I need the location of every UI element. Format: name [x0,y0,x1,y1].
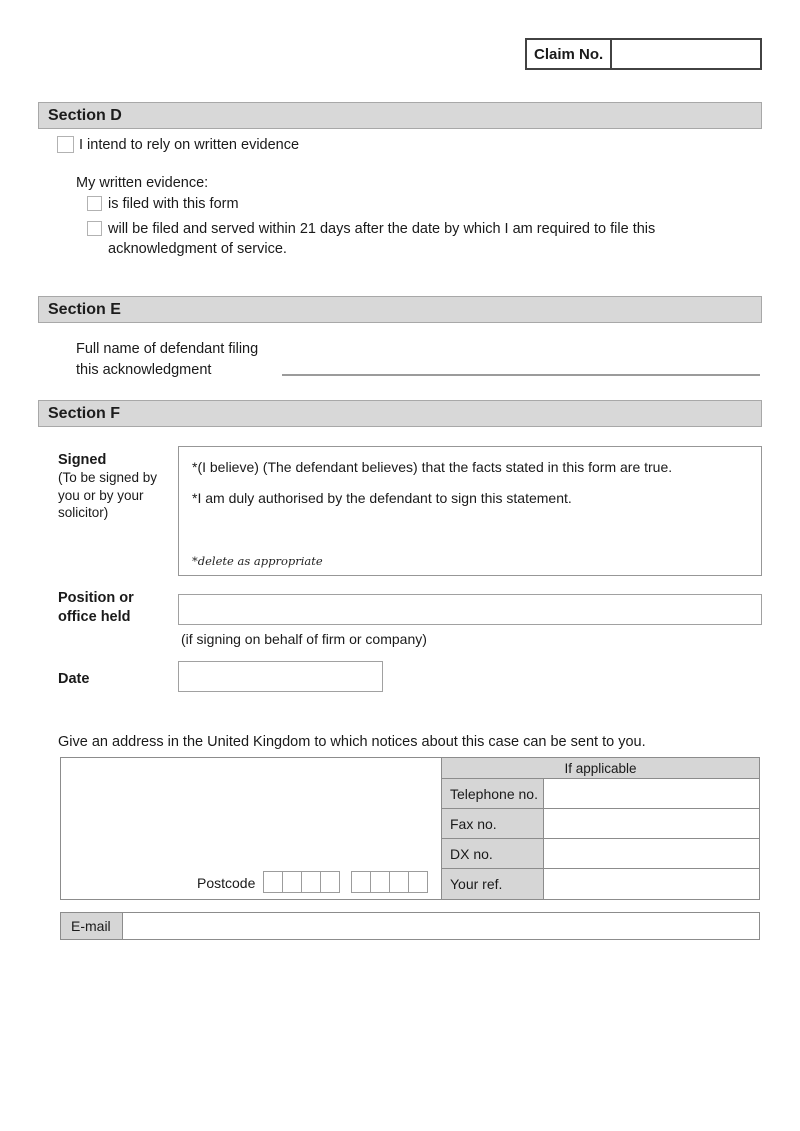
position-hint: (if signing on behalf of firm or company) [181,631,427,647]
postcode-cell[interactable] [282,871,302,893]
contact-details-table [441,757,760,900]
delete-as-appropriate-note: *delete as appropriate [192,554,323,568]
evidence-filed-with-form-checkbox[interactable] [87,196,102,211]
postcode-cell[interactable] [320,871,340,893]
full-name-underline [282,374,760,384]
dx-label: DX no. [442,839,544,869]
postcode-cell[interactable] [351,871,371,893]
claim-no-box [525,38,762,70]
fax-input[interactable] [544,809,759,839]
email-label: E-mail [61,913,123,939]
section-e-title: Section E [48,300,121,318]
email-input[interactable] [123,913,759,939]
full-name-label: Full name of defendant filing this acknowledgment [76,341,259,378]
statement-of-truth-1: *(I believe) (The defendant believes) that the facts stated in this form are true. [192,459,673,475]
postcode-cell[interactable] [263,871,283,893]
section-d-header [38,102,762,129]
rely-written-evidence-checkbox[interactable] [57,136,74,153]
telephone-input[interactable] [544,779,759,809]
evidence-filed-with-form-label: is filed with this form [108,196,239,212]
postcode-cell[interactable] [370,871,390,893]
address-instruction: Give an address in the United Kingdom to which notices about this case can be sent to you. [58,734,646,750]
postcode-label: Postcode [197,875,256,891]
if-applicable-header: If applicable [442,758,759,779]
written-evidence-heading: My written evidence: [76,175,209,191]
statement-of-truth-2: *I am duly authorised by the defendant to sign this statement. [192,490,572,506]
date-label: Date [58,671,90,687]
claim-no-input[interactable] [612,40,760,68]
email-row [60,912,760,940]
postcode-cell[interactable] [408,871,428,893]
signed-label: Signed [58,452,107,468]
postcode-cell[interactable] [389,871,409,893]
position-label: Position or office held [58,590,134,625]
section-f-title: Section F [48,404,121,422]
evidence-filed-within-21-days-checkbox[interactable] [87,221,102,236]
date-input[interactable] [178,661,383,692]
postcode-group-1 [263,871,340,893]
telephone-label: Telephone no. [442,779,544,809]
postcode-cell[interactable] [301,871,321,893]
fax-label: Fax no. [442,809,544,839]
evidence-filed-within-21-days-label: will be filed and served within 21 days after the date by which I am required to file this acknowledgment of service. [108,221,656,257]
section-f-header [38,400,762,427]
signature-box[interactable] [178,446,762,576]
your-ref-label: Your ref. [442,869,544,899]
section-d-title: Section D [48,106,122,124]
dx-input[interactable] [544,839,759,869]
full-name-input[interactable] [282,344,760,374]
claim-no-label: Claim No. [527,40,612,68]
signed-note: (To be signed by you or by your solicitor) [58,470,158,520]
position-input[interactable] [178,594,762,625]
postcode-group-2 [351,871,428,893]
address-input-box[interactable] [60,757,442,900]
address-input [69,764,433,864]
section-e-header [38,296,762,323]
your-ref-input[interactable] [544,869,759,899]
rely-written-evidence-label: I intend to rely on written evidence [79,137,300,153]
